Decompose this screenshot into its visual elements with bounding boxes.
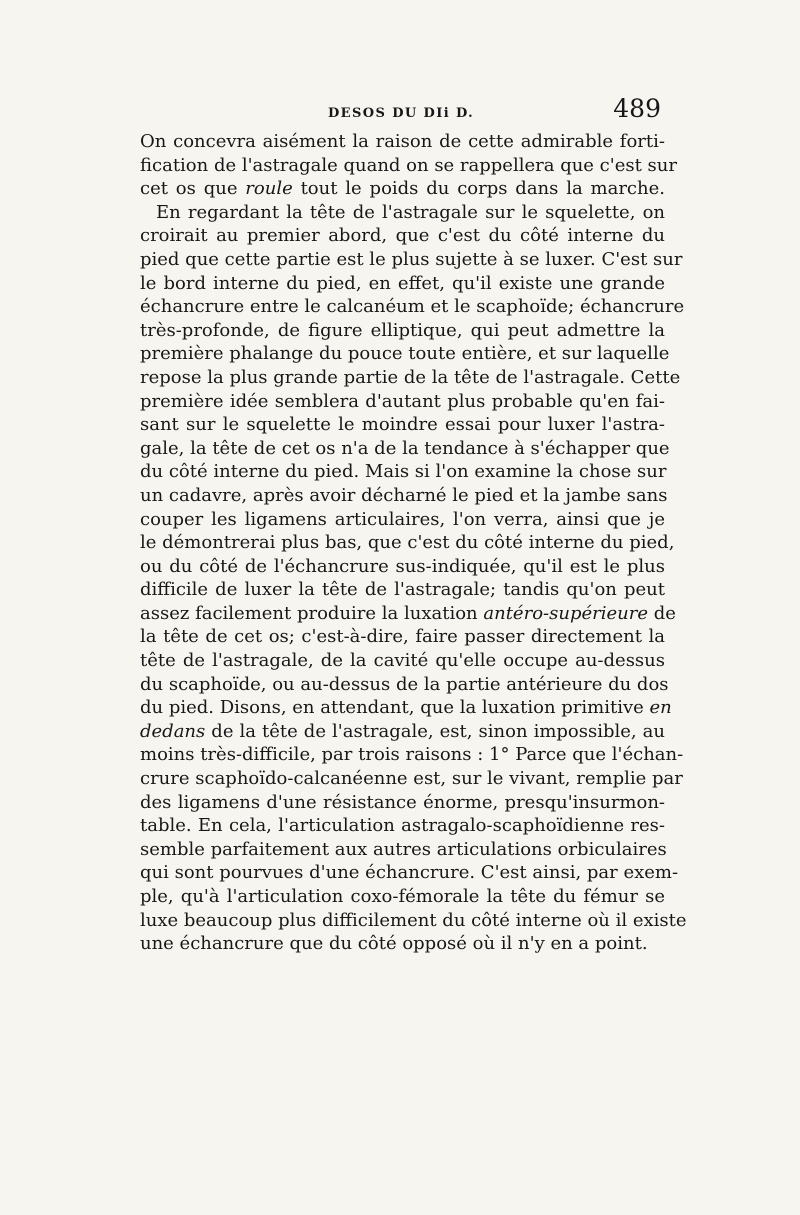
text-line: croirait au premier abord, que c'est du côté interne du	[140, 225, 665, 247]
text-line: qui sont pourvues d'une échancrure. C'est ainsi, par exem-	[140, 862, 679, 884]
body-text	[140, 130, 687, 956]
italic-term: en	[649, 697, 672, 719]
text-line: le démontrerai plus bas, que c'est du côté interne du pied,	[140, 532, 675, 554]
text-line: un cadavre, après avoir décharné le pied et la jambe sans	[140, 484, 668, 506]
text-line: couper les ligamens articulaires, l'on verra, ainsi que je	[140, 508, 665, 530]
text-line: On concevra aisément la raison de cette admirable forti-	[140, 131, 665, 152]
text-line: du scaphoïde, ou au-dessus de la partie antérieure du dos	[140, 673, 669, 695]
text-line: ple, qu'à l'articulation coxo-fémorale la tête du fémur se	[140, 886, 665, 907]
text-line: En regardant la tête de l'astragale sur le squelette, on	[156, 201, 665, 223]
text-line: le bord interne du pied, en effet, qu'il existe une grande	[140, 272, 665, 294]
text-line: échancrure entre le calcanéum et le scaphoïde; échancrure	[140, 296, 685, 318]
italic-term: roule	[245, 178, 293, 200]
text-line: ou du côté de l'échancrure sus-indiquée, qu'il est le plus	[140, 555, 665, 577]
text-line: difficile de luxer la tête de l'astragale; tandis qu'on peut	[140, 579, 665, 601]
text-line: pied que cette partie est le plus sujette à se luxer. C'est sur	[140, 248, 683, 270]
text-line: fication de l'astragale quand on se rappellera que c'est sur	[140, 154, 677, 176]
italic-term: antéro-supérieure	[483, 602, 648, 624]
text-line: du côté interne du pied. Mais si l'on examine la chose sur	[140, 461, 667, 483]
text-line: la tête de cet os; c'est-à-dire, faire passer directement la	[140, 626, 665, 648]
text-line: sant sur le squelette le moindre essai pour luxer l'astra-	[140, 414, 665, 436]
text-line: moins très-difficile, par trois raisons : 1° Parce que l'échan-	[140, 744, 684, 766]
text-line: table. En cela, l'articulation astragalo-scaphoïdienne res-	[140, 815, 665, 837]
text-line: tête de l'astragale, de la cavité qu'elle occupe au-dessus	[140, 650, 665, 672]
text-line: assez facilement produire la luxation antéro-supérieure de	[140, 602, 676, 624]
text-line: crure scaphoïdo-calcanéenne est, sur le vivant, remplie par	[140, 768, 683, 790]
italic-term: dedans	[140, 720, 206, 742]
text-line: première phalange du pouce toute entière, et sur laquelle	[140, 343, 670, 365]
text-line: première idée semblera d'autant plus probable qu'en fai-	[140, 390, 665, 412]
running-title: DESOS DU DIi D.	[328, 106, 475, 121]
text-line: luxe beaucoup plus difficilement du côté interne où il existe	[140, 909, 687, 931]
text-line: gale, la tête de cet os n'a de la tendance à s'échapper que	[140, 437, 670, 459]
page-header	[140, 86, 665, 126]
text-line: une échancrure que du côté opposé où il n'y en a point.	[140, 933, 648, 955]
text-line: des ligamens d'une résistance énorme, presqu'insurmon-	[140, 791, 665, 813]
text-line: cet os que roule tout le poids du corps dans la marche.	[140, 178, 665, 200]
text-line: semble parfaitement aux autres articulations orbiculaires	[140, 838, 667, 860]
text-line: repose la plus grande partie de la tête de l'astragale. Cette	[140, 366, 681, 388]
text-line: du pied. Disons, en attendant, que la luxation primitive en	[140, 697, 672, 719]
text-line: très-profonde, de figure elliptique, qui peut admettre la	[140, 319, 665, 341]
text-line: dedans de la tête de l'astragale, est, sinon impossible, au	[140, 720, 665, 742]
page-number: 489	[613, 94, 661, 123]
